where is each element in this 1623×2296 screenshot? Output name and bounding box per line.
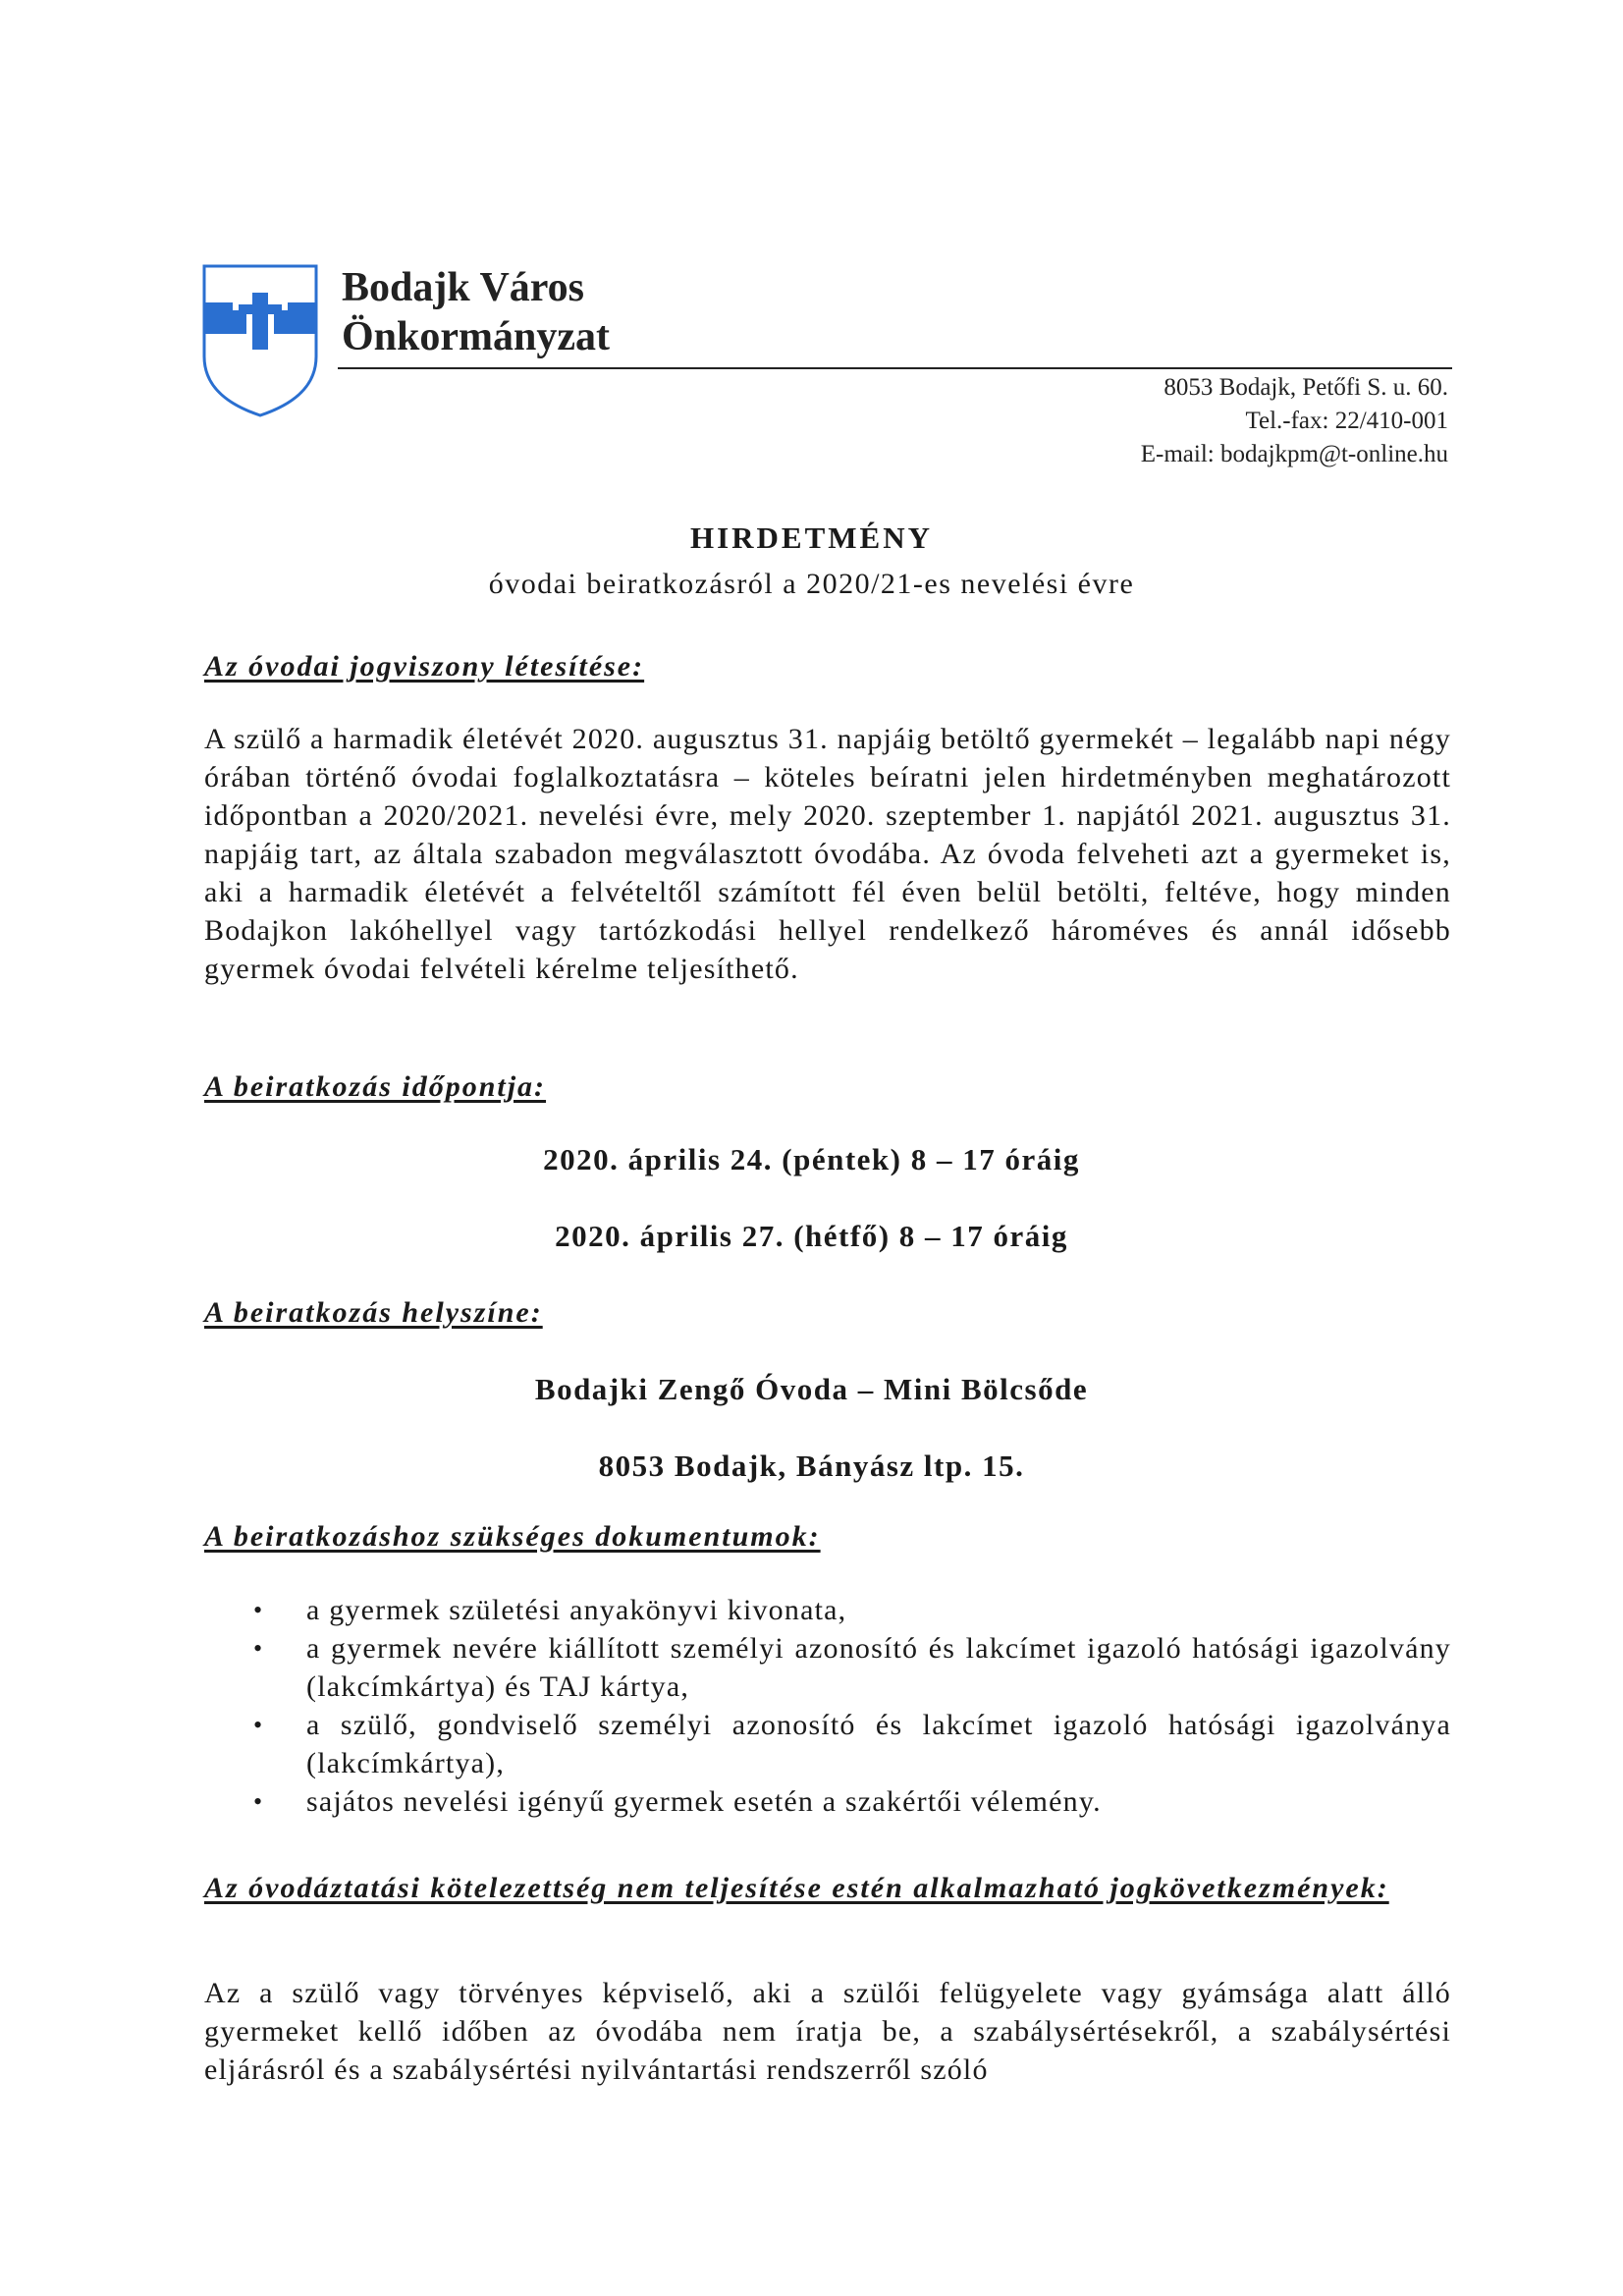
- list-item: • a szülő, gondviselő személyi azonosító és lakcímet igazoló hatósági igazolványa (lakcímkártya),: [245, 1706, 1451, 1782]
- enrollment-institution: Bodajki Zengő Óvoda – Mini Bölcsőde: [534, 1372, 1089, 1406]
- section-heading-enrollment-place: A beiratkozás helyszíne:: [204, 1296, 543, 1329]
- document-title: HIRDETMÉNY: [689, 520, 933, 555]
- legal-relation-paragraph: A szülő a harmadik életévét 2020. augusztus 31. napjáig betöltő gyermekét – legalább napi négy órában történő óvodai foglalkoztatásra – köteles beíratni jelen hirdetményben meghatározott időpontban a 2020/2021. nevelési évre, mely 2020. szeptember 1. napjától 2021. augusztus 31. napjáig tart, az általa szabadon megválasztott óvodába. Az óvoda felveheti azt a gyermeket is, aki a harmadik életévét a felvételtől számított fél éven belül betölti, feltéve, hogy minden Bodajkon lakóhellyel vagy tartózkodási hellyel rendelkező hároméves és annál idősebb gyermek óvodai felvételi kérelme teljesíthető.: [204, 723, 1451, 985]
- organization-name-line2: Önkormányzat: [342, 314, 610, 359]
- consequences-paragraph: Az a szülő vagy törvényes képviselő, aki a szülői felügyelete vagy gyámsága alatt álló gyermeket kellő időben az óvodába nem íratja be, a szabálysértésekről, a szabálysértési eljárásról és a szabálysértési nyilvántartási rendszerről szóló: [204, 1977, 1451, 2086]
- organization-name-line1: Bodajk Város: [342, 265, 585, 310]
- contact-email: E-mail: bodajkpm@t-online.hu: [1140, 441, 1448, 467]
- section-heading-enrollment-time: A beiratkozás időpontja:: [204, 1070, 547, 1103]
- organization-name: [342, 263, 610, 361]
- required-documents-list: [245, 1591, 1451, 1821]
- contact-phone-fax: Tel.-fax: 22/410-001: [1245, 408, 1448, 434]
- section-heading-documents: A beiratkozáshoz szükséges dokumentumok:: [204, 1520, 821, 1553]
- coat-of-arms-icon: [201, 263, 319, 418]
- section-heading-consequences: Az óvodáztatási kötelezettség nem teljesítése estén alkalmazható jogkövetkezmények:: [204, 1872, 1389, 1904]
- list-item: • a gyermek születési anyakönyvi kivonata,: [245, 1591, 1451, 1629]
- list-item: • a gyermek nevére kiállított személyi azonosító és lakcímet igazoló hatósági igazolvány (lakcímkártya) és TAJ kártya,: [245, 1629, 1451, 1706]
- enrollment-date-2: 2020. április 27. (hétfő) 8 – 17 óráig: [555, 1219, 1068, 1253]
- enrollment-address: 8053 Bodajk, Bányász ltp. 15.: [598, 1449, 1025, 1483]
- enrollment-date-1: 2020. április 24. (péntek) 8 – 17 óráig: [543, 1142, 1080, 1176]
- list-item: • sajátos nevelési igényű gyermek esetén a szakértői vélemény.: [245, 1782, 1451, 1821]
- letterhead-divider: [338, 367, 1452, 369]
- section-heading-legal-relation: Az óvodai jogviszony létesítése:: [204, 650, 645, 683]
- contact-block: [1141, 371, 1448, 471]
- document-subtitle: óvodai beiratkozásról a 2020/21-es nevelési évre: [488, 568, 1135, 600]
- contact-address: 8053 Bodajk, Petőfi S. u. 60.: [1163, 374, 1448, 401]
